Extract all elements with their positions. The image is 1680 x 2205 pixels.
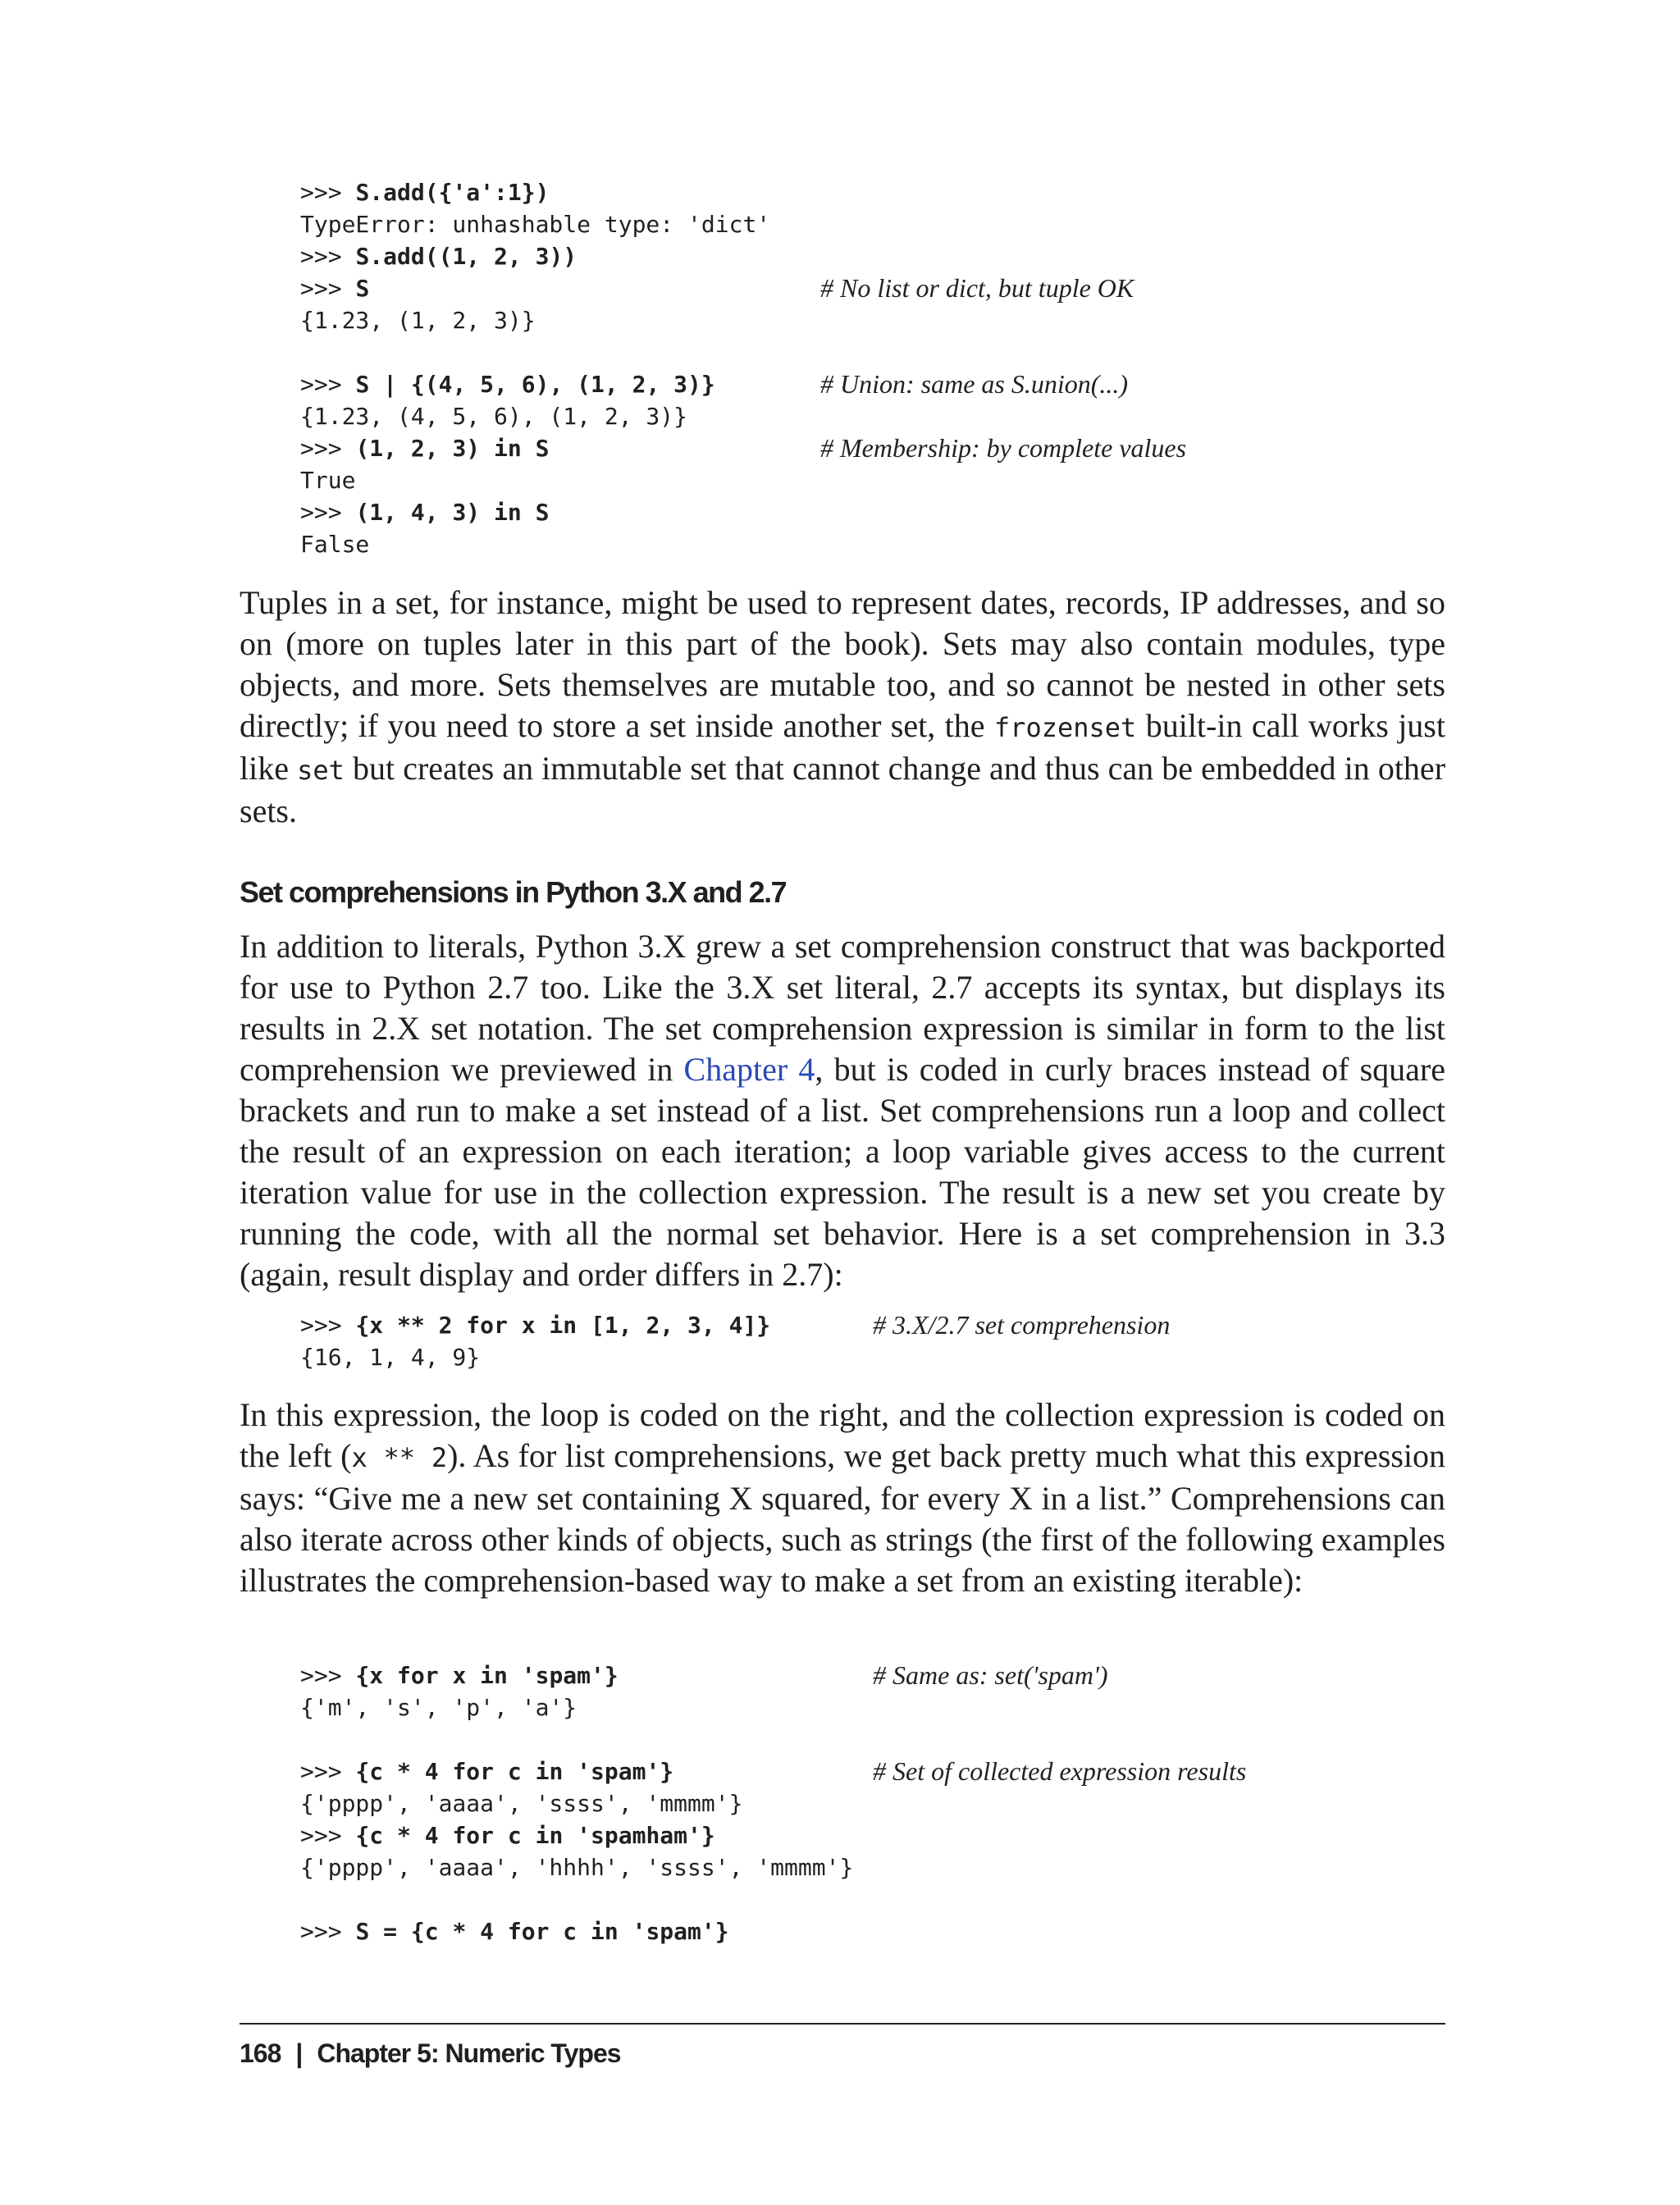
page-number: 168 (240, 2038, 281, 2068)
code-blank-line (300, 1723, 853, 1755)
paragraph-frozenset: Tuples in a set, for instance, might be used to represent dates, records, IP addresses, and so on (more on tuples later in this part of the book). Sets may also contain modules, type objects, and more. Sets themselves are mutable too, and so cannot be nested in other sets directly; if you need to store a set inside another set, the frozenset built-in call works just like set but creates an immutable set that cannot change and thus can be embedded in other sets. (240, 584, 1446, 829)
code-line: >>> S.add((1, 2, 3)) (300, 243, 578, 270)
footer-rule (240, 2023, 1445, 2025)
code-block-1 (300, 176, 1187, 560)
code-comment: # Union: same as S.union(...) (820, 369, 1129, 399)
code-line: >>> {x ** 2 for x in [1, 2, 3, 4]} # 3.X/2.7 set comprehension (300, 1310, 1171, 1340)
code-line: {'pppp', 'aaaa', 'ssss', 'mmmm'} (300, 1790, 743, 1817)
section-heading: Set comprehensions in Python 3.X and 2.7 (240, 875, 787, 909)
code-block-2 (300, 1309, 1171, 1373)
code-line: True (300, 467, 356, 494)
code-line: {16, 1, 4, 9} (300, 1344, 481, 1371)
code-line: >>> (1, 2, 3) in S # Membership: by complete values (300, 433, 1187, 463)
code-comment: # Same as: set('spam') (873, 1660, 1108, 1690)
code-block-3 (300, 1659, 1247, 1947)
footer-separator: | (295, 2038, 303, 2068)
code-line: >>> S = {c * 4 for c in 'spam'} (300, 1918, 729, 1945)
code-comment: # Set of collected expression results (873, 1756, 1247, 1786)
code-line: >>> S # No list or dict, but tuple OK (300, 273, 1134, 303)
chapter-4-link[interactable]: Chapter 4 (683, 1051, 815, 1088)
code-comment: # Membership: by complete values (820, 433, 1187, 463)
footer-chapter-title: Chapter 5: Numeric Types (317, 2038, 621, 2068)
code-comment: # No list or dict, but tuple OK (820, 273, 1134, 303)
code-blank-line (300, 1883, 853, 1915)
code-blank-line (300, 336, 770, 368)
code-line: >>> {c * 4 for c in 'spamham'} (300, 1822, 715, 1849)
code-line: False (300, 531, 370, 558)
paragraph-expression-explained: In this expression, the loop is coded on the right, and the collection expression is coded on the left (x ** 2). As for list comprehensions, we get back pretty much what this expression says: “Give me a new set containing X squared, for every X in a list.” Comprehensions can also iterate across other kinds of objects, such as strings (the first of the following examples illustrates the comprehension-based way to make a set from an existing iterable): (240, 1396, 1446, 1599)
code-comment: # 3.X/2.7 set comprehension (873, 1310, 1171, 1340)
page-footer (240, 2033, 621, 2074)
paragraph-set-comprehensions: In addition to literals, Python 3.X grew a set comprehension construct that was backported for use to Python 2.7 too. Like the 3.X set literal, 2.7 accepts its syntax, but displays its results in 2.X set notation. The set comprehension expression is similar in form to the list comprehension we previewed in Chapter 4, but is coded in curly braces instead of square brackets and run to make a set instead of a list. Set comprehensions run a loop and collect the result of an expression on each iteration; a loop variable gives access to the current iteration value for use in the collection expression. The result is a new set you create by running the code, with all the normal set behavior. Here is a set comprehension in 3.3 (again, result display and order differs in 2.7): (240, 928, 1445, 1293)
code-line: {'pppp', 'aaaa', 'hhhh', 'ssss', 'mmmm'} (300, 1854, 854, 1881)
inline-code: set (297, 755, 345, 786)
code-line: {1.23, (4, 5, 6), (1, 2, 3)} (300, 403, 688, 430)
code-line: >>> (1, 4, 3) in S (300, 499, 550, 526)
inline-code: frozenset (993, 712, 1137, 743)
code-line: >>> S | {(4, 5, 6), (1, 2, 3)} # Union: same as S.union(...) (300, 369, 1129, 399)
code-line: >>> S.add({'a':1}) (300, 179, 550, 206)
code-line: >>> {c * 4 for c in 'spam'} # Set of collected expression results (300, 1756, 1247, 1786)
code-line: TypeError: unhashable type: 'dict' (300, 211, 771, 238)
code-line: >>> {x for x in 'spam'} # Same as: set('spam') (300, 1660, 1108, 1690)
code-line: {'m', 's', 'p', 'a'} (300, 1694, 578, 1721)
code-line: {1.23, (1, 2, 3)} (300, 307, 536, 334)
inline-code: x ** 2 (351, 1442, 448, 1473)
